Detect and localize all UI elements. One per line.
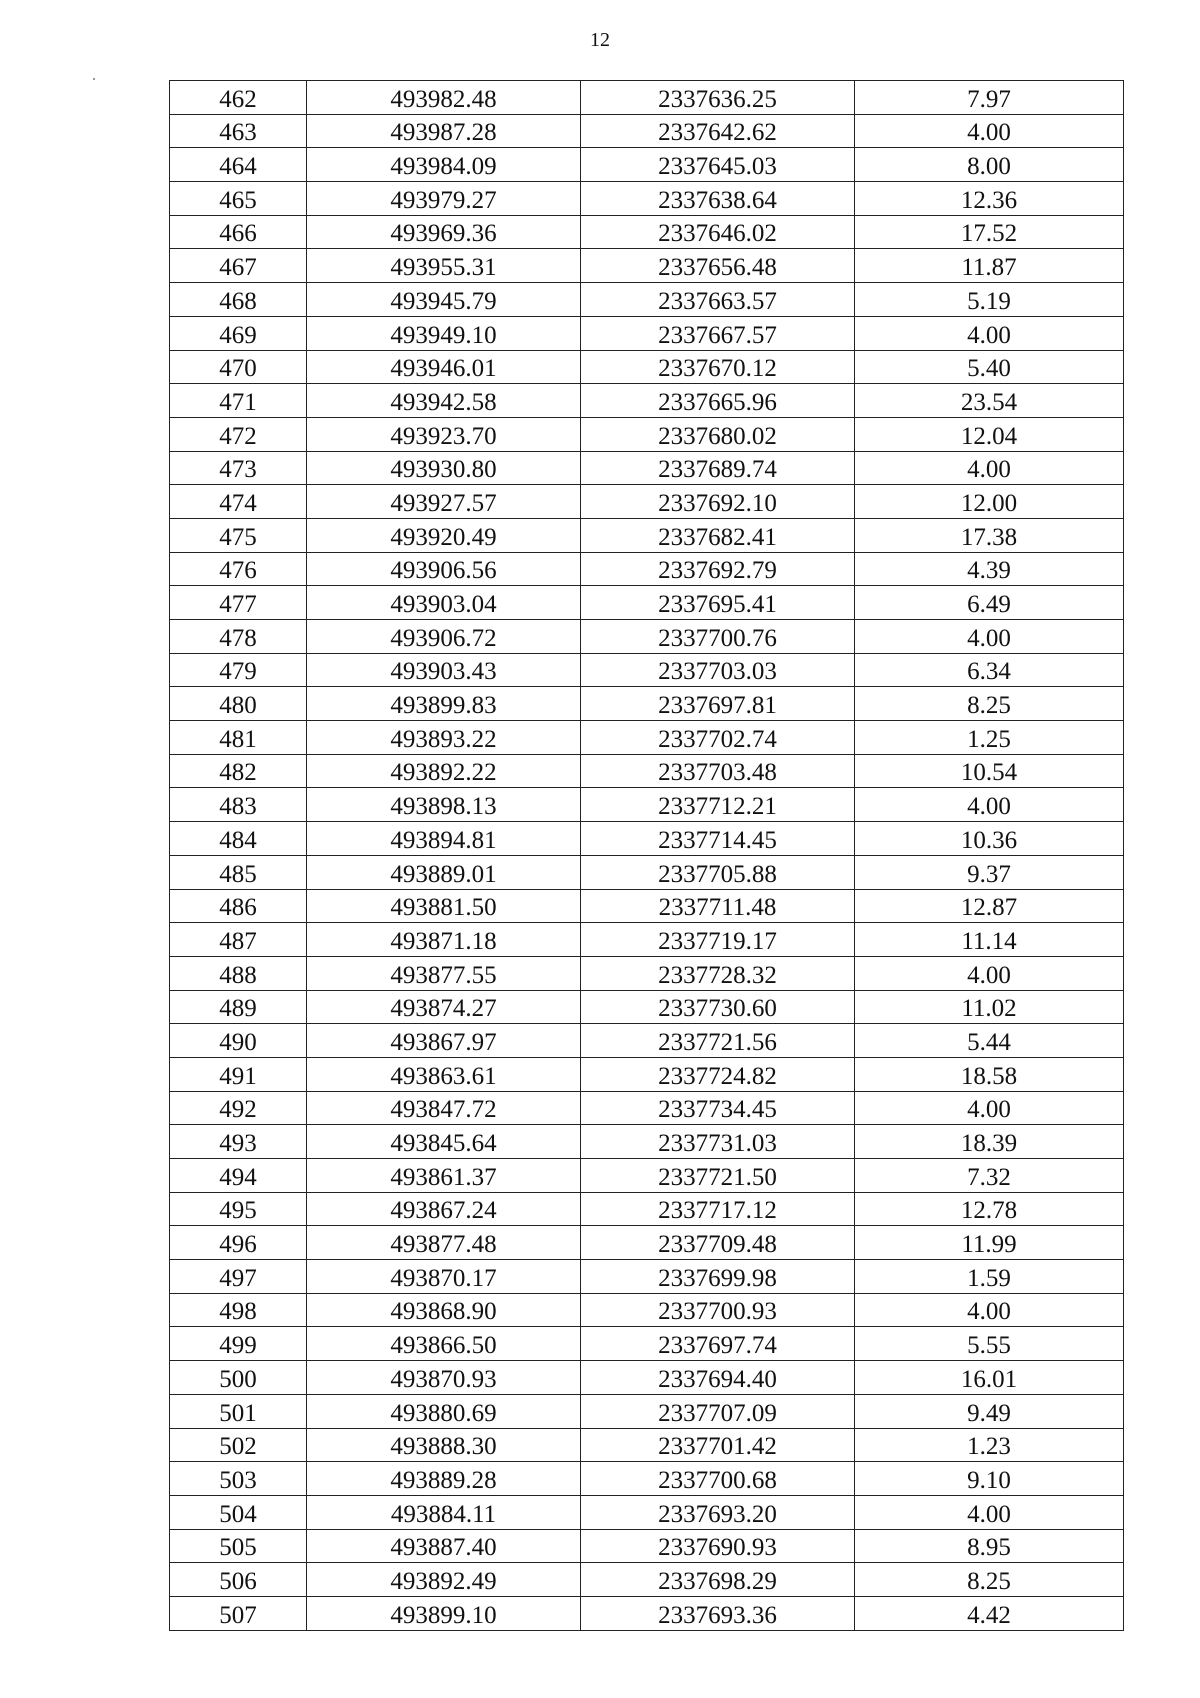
y-coordinate-cell: 2337689.74 bbox=[581, 451, 855, 485]
distance-cell: 4.00 bbox=[855, 114, 1124, 148]
coordinate-table bbox=[169, 80, 1124, 1631]
point-number-cell: 495 bbox=[170, 1192, 307, 1226]
table-row bbox=[170, 1428, 1124, 1462]
x-coordinate-cell: 493945.79 bbox=[307, 283, 581, 317]
x-coordinate-cell: 493877.55 bbox=[307, 956, 581, 990]
point-number-cell: 484 bbox=[170, 822, 307, 856]
distance-cell: 4.00 bbox=[855, 1293, 1124, 1327]
y-coordinate-cell: 2337670.12 bbox=[581, 350, 855, 384]
distance-cell: 8.95 bbox=[855, 1529, 1124, 1563]
y-coordinate-cell: 2337707.09 bbox=[581, 1394, 855, 1428]
table-row bbox=[170, 1361, 1124, 1395]
table-row bbox=[170, 1226, 1124, 1260]
distance-cell: 5.55 bbox=[855, 1327, 1124, 1361]
y-coordinate-cell: 2337656.48 bbox=[581, 249, 855, 283]
y-coordinate-cell: 2337712.21 bbox=[581, 788, 855, 822]
distance-cell: 12.78 bbox=[855, 1192, 1124, 1226]
table-row bbox=[170, 1596, 1124, 1630]
y-coordinate-cell: 2337667.57 bbox=[581, 316, 855, 350]
table-row bbox=[170, 1091, 1124, 1125]
point-number-cell: 493 bbox=[170, 1125, 307, 1159]
y-coordinate-cell: 2337699.98 bbox=[581, 1260, 855, 1294]
y-coordinate-cell: 2337693.36 bbox=[581, 1596, 855, 1630]
table-row bbox=[170, 754, 1124, 788]
point-number-cell: 465 bbox=[170, 182, 307, 216]
x-coordinate-cell: 493888.30 bbox=[307, 1428, 581, 1462]
point-number-cell: 500 bbox=[170, 1361, 307, 1395]
point-number-cell: 473 bbox=[170, 451, 307, 485]
point-number-cell: 469 bbox=[170, 316, 307, 350]
x-coordinate-cell: 493874.27 bbox=[307, 990, 581, 1024]
x-coordinate-cell: 493906.56 bbox=[307, 552, 581, 586]
y-coordinate-cell: 2337665.96 bbox=[581, 384, 855, 418]
table-row bbox=[170, 1057, 1124, 1091]
table-row bbox=[170, 316, 1124, 350]
distance-cell: 6.49 bbox=[855, 586, 1124, 620]
point-number-cell: 496 bbox=[170, 1226, 307, 1260]
point-number-cell: 499 bbox=[170, 1327, 307, 1361]
x-coordinate-cell: 493861.37 bbox=[307, 1159, 581, 1193]
x-coordinate-cell: 493866.50 bbox=[307, 1327, 581, 1361]
y-coordinate-cell: 2337721.56 bbox=[581, 1024, 855, 1058]
x-coordinate-cell: 493847.72 bbox=[307, 1091, 581, 1125]
table-row bbox=[170, 653, 1124, 687]
y-coordinate-cell: 2337721.50 bbox=[581, 1159, 855, 1193]
distance-cell: 4.00 bbox=[855, 956, 1124, 990]
table-row bbox=[170, 923, 1124, 957]
point-number-cell: 497 bbox=[170, 1260, 307, 1294]
distance-cell: 5.44 bbox=[855, 1024, 1124, 1058]
x-coordinate-cell: 493979.27 bbox=[307, 182, 581, 216]
distance-cell: 5.19 bbox=[855, 283, 1124, 317]
table-row bbox=[170, 721, 1124, 755]
table-row bbox=[170, 855, 1124, 889]
x-coordinate-cell: 493889.01 bbox=[307, 855, 581, 889]
y-coordinate-cell: 2337700.93 bbox=[581, 1293, 855, 1327]
table-row bbox=[170, 1394, 1124, 1428]
point-number-cell: 482 bbox=[170, 754, 307, 788]
point-number-cell: 503 bbox=[170, 1462, 307, 1496]
table-row bbox=[170, 822, 1124, 856]
y-coordinate-cell: 2337682.41 bbox=[581, 518, 855, 552]
x-coordinate-cell: 493927.57 bbox=[307, 485, 581, 519]
table-row bbox=[170, 485, 1124, 519]
distance-cell: 4.39 bbox=[855, 552, 1124, 586]
table-row bbox=[170, 1260, 1124, 1294]
point-number-cell: 476 bbox=[170, 552, 307, 586]
table-row bbox=[170, 788, 1124, 822]
y-coordinate-cell: 2337703.03 bbox=[581, 653, 855, 687]
point-number-cell: 488 bbox=[170, 956, 307, 990]
distance-cell: 1.25 bbox=[855, 721, 1124, 755]
table-row bbox=[170, 451, 1124, 485]
distance-cell: 12.36 bbox=[855, 182, 1124, 216]
y-coordinate-cell: 2337734.45 bbox=[581, 1091, 855, 1125]
point-number-cell: 506 bbox=[170, 1563, 307, 1597]
y-coordinate-cell: 2337698.29 bbox=[581, 1563, 855, 1597]
y-coordinate-cell: 2337645.03 bbox=[581, 148, 855, 182]
point-number-cell: 470 bbox=[170, 350, 307, 384]
table-row bbox=[170, 990, 1124, 1024]
distance-cell: 1.59 bbox=[855, 1260, 1124, 1294]
distance-cell: 18.39 bbox=[855, 1125, 1124, 1159]
distance-cell: 7.97 bbox=[855, 81, 1124, 115]
table-row bbox=[170, 81, 1124, 115]
x-coordinate-cell: 493920.49 bbox=[307, 518, 581, 552]
table-body bbox=[170, 81, 1124, 1631]
y-coordinate-cell: 2337646.02 bbox=[581, 215, 855, 249]
point-number-cell: 487 bbox=[170, 923, 307, 957]
point-number-cell: 498 bbox=[170, 1293, 307, 1327]
table-row bbox=[170, 1462, 1124, 1496]
x-coordinate-cell: 493845.64 bbox=[307, 1125, 581, 1159]
point-number-cell: 480 bbox=[170, 687, 307, 721]
x-coordinate-cell: 493930.80 bbox=[307, 451, 581, 485]
distance-cell: 16.01 bbox=[855, 1361, 1124, 1395]
point-number-cell: 485 bbox=[170, 855, 307, 889]
table-row bbox=[170, 620, 1124, 654]
table-row bbox=[170, 283, 1124, 317]
point-number-cell: 478 bbox=[170, 620, 307, 654]
y-coordinate-cell: 2337692.10 bbox=[581, 485, 855, 519]
x-coordinate-cell: 493871.18 bbox=[307, 923, 581, 957]
x-coordinate-cell: 493893.22 bbox=[307, 721, 581, 755]
distance-cell: 8.25 bbox=[855, 687, 1124, 721]
distance-cell: 10.36 bbox=[855, 822, 1124, 856]
point-number-cell: 504 bbox=[170, 1495, 307, 1529]
x-coordinate-cell: 493906.72 bbox=[307, 620, 581, 654]
point-number-cell: 479 bbox=[170, 653, 307, 687]
point-number-cell: 491 bbox=[170, 1057, 307, 1091]
table-row bbox=[170, 182, 1124, 216]
distance-cell: 10.54 bbox=[855, 754, 1124, 788]
y-coordinate-cell: 2337690.93 bbox=[581, 1529, 855, 1563]
y-coordinate-cell: 2337663.57 bbox=[581, 283, 855, 317]
x-coordinate-cell: 493894.81 bbox=[307, 822, 581, 856]
point-number-cell: 474 bbox=[170, 485, 307, 519]
table-row bbox=[170, 148, 1124, 182]
y-coordinate-cell: 2337705.88 bbox=[581, 855, 855, 889]
y-coordinate-cell: 2337701.42 bbox=[581, 1428, 855, 1462]
x-coordinate-cell: 493863.61 bbox=[307, 1057, 581, 1091]
y-coordinate-cell: 2337700.76 bbox=[581, 620, 855, 654]
y-coordinate-cell: 2337636.25 bbox=[581, 81, 855, 115]
y-coordinate-cell: 2337731.03 bbox=[581, 1125, 855, 1159]
y-coordinate-cell: 2337638.64 bbox=[581, 182, 855, 216]
table-row bbox=[170, 417, 1124, 451]
point-number-cell: 462 bbox=[170, 81, 307, 115]
table-row bbox=[170, 350, 1124, 384]
point-number-cell: 489 bbox=[170, 990, 307, 1024]
table-row bbox=[170, 1529, 1124, 1563]
point-number-cell: 501 bbox=[170, 1394, 307, 1428]
x-coordinate-cell: 493946.01 bbox=[307, 350, 581, 384]
table-row bbox=[170, 1125, 1124, 1159]
y-coordinate-cell: 2337717.12 bbox=[581, 1192, 855, 1226]
x-coordinate-cell: 493969.36 bbox=[307, 215, 581, 249]
x-coordinate-cell: 493949.10 bbox=[307, 316, 581, 350]
x-coordinate-cell: 493903.04 bbox=[307, 586, 581, 620]
distance-cell: 9.10 bbox=[855, 1462, 1124, 1496]
point-number-cell: 492 bbox=[170, 1091, 307, 1125]
table-row bbox=[170, 518, 1124, 552]
y-coordinate-cell: 2337697.74 bbox=[581, 1327, 855, 1361]
distance-cell: 4.00 bbox=[855, 620, 1124, 654]
x-coordinate-cell: 493898.13 bbox=[307, 788, 581, 822]
table-row bbox=[170, 1495, 1124, 1529]
x-coordinate-cell: 493892.49 bbox=[307, 1563, 581, 1597]
x-coordinate-cell: 493868.90 bbox=[307, 1293, 581, 1327]
table-row bbox=[170, 215, 1124, 249]
distance-cell: 18.58 bbox=[855, 1057, 1124, 1091]
distance-cell: 5.40 bbox=[855, 350, 1124, 384]
distance-cell: 4.00 bbox=[855, 788, 1124, 822]
x-coordinate-cell: 493870.93 bbox=[307, 1361, 581, 1395]
point-number-cell: 481 bbox=[170, 721, 307, 755]
distance-cell: 17.52 bbox=[855, 215, 1124, 249]
point-number-cell: 505 bbox=[170, 1529, 307, 1563]
x-coordinate-cell: 493942.58 bbox=[307, 384, 581, 418]
distance-cell: 11.87 bbox=[855, 249, 1124, 283]
point-number-cell: 494 bbox=[170, 1159, 307, 1193]
scan-mark bbox=[93, 78, 95, 80]
x-coordinate-cell: 493889.28 bbox=[307, 1462, 581, 1496]
y-coordinate-cell: 2337693.20 bbox=[581, 1495, 855, 1529]
point-number-cell: 486 bbox=[170, 889, 307, 923]
y-coordinate-cell: 2337697.81 bbox=[581, 687, 855, 721]
table-row bbox=[170, 384, 1124, 418]
distance-cell: 9.49 bbox=[855, 1394, 1124, 1428]
distance-cell: 11.14 bbox=[855, 923, 1124, 957]
x-coordinate-cell: 493923.70 bbox=[307, 417, 581, 451]
y-coordinate-cell: 2337702.74 bbox=[581, 721, 855, 755]
distance-cell: 11.02 bbox=[855, 990, 1124, 1024]
distance-cell: 12.04 bbox=[855, 417, 1124, 451]
distance-cell: 7.32 bbox=[855, 1159, 1124, 1193]
page-number: 12 bbox=[590, 29, 610, 51]
distance-cell: 4.00 bbox=[855, 316, 1124, 350]
x-coordinate-cell: 493987.28 bbox=[307, 114, 581, 148]
x-coordinate-cell: 493899.83 bbox=[307, 687, 581, 721]
x-coordinate-cell: 493982.48 bbox=[307, 81, 581, 115]
distance-cell: 11.99 bbox=[855, 1226, 1124, 1260]
table-row bbox=[170, 1563, 1124, 1597]
distance-cell: 17.38 bbox=[855, 518, 1124, 552]
x-coordinate-cell: 493903.43 bbox=[307, 653, 581, 687]
y-coordinate-cell: 2337695.41 bbox=[581, 586, 855, 620]
point-number-cell: 490 bbox=[170, 1024, 307, 1058]
point-number-cell: 507 bbox=[170, 1596, 307, 1630]
distance-cell: 12.00 bbox=[855, 485, 1124, 519]
distance-cell: 9.37 bbox=[855, 855, 1124, 889]
x-coordinate-cell: 493887.40 bbox=[307, 1529, 581, 1563]
point-number-cell: 483 bbox=[170, 788, 307, 822]
point-number-cell: 477 bbox=[170, 586, 307, 620]
table-row bbox=[170, 249, 1124, 283]
distance-cell: 4.00 bbox=[855, 451, 1124, 485]
x-coordinate-cell: 493881.50 bbox=[307, 889, 581, 923]
y-coordinate-cell: 2337694.40 bbox=[581, 1361, 855, 1395]
point-number-cell: 472 bbox=[170, 417, 307, 451]
distance-cell: 6.34 bbox=[855, 653, 1124, 687]
distance-cell: 8.25 bbox=[855, 1563, 1124, 1597]
distance-cell: 23.54 bbox=[855, 384, 1124, 418]
x-coordinate-cell: 493892.22 bbox=[307, 754, 581, 788]
table-row bbox=[170, 1293, 1124, 1327]
point-number-cell: 466 bbox=[170, 215, 307, 249]
distance-cell: 1.23 bbox=[855, 1428, 1124, 1462]
y-coordinate-cell: 2337730.60 bbox=[581, 990, 855, 1024]
y-coordinate-cell: 2337711.48 bbox=[581, 889, 855, 923]
point-number-cell: 475 bbox=[170, 518, 307, 552]
x-coordinate-cell: 493880.69 bbox=[307, 1394, 581, 1428]
y-coordinate-cell: 2337703.48 bbox=[581, 754, 855, 788]
y-coordinate-cell: 2337642.62 bbox=[581, 114, 855, 148]
table-row bbox=[170, 552, 1124, 586]
y-coordinate-cell: 2337692.79 bbox=[581, 552, 855, 586]
table-row bbox=[170, 1327, 1124, 1361]
distance-cell: 12.87 bbox=[855, 889, 1124, 923]
y-coordinate-cell: 2337709.48 bbox=[581, 1226, 855, 1260]
x-coordinate-cell: 493867.24 bbox=[307, 1192, 581, 1226]
distance-cell: 8.00 bbox=[855, 148, 1124, 182]
x-coordinate-cell: 493870.17 bbox=[307, 1260, 581, 1294]
point-number-cell: 463 bbox=[170, 114, 307, 148]
table-row bbox=[170, 114, 1124, 148]
y-coordinate-cell: 2337680.02 bbox=[581, 417, 855, 451]
distance-cell: 4.42 bbox=[855, 1596, 1124, 1630]
y-coordinate-cell: 2337728.32 bbox=[581, 956, 855, 990]
point-number-cell: 502 bbox=[170, 1428, 307, 1462]
y-coordinate-cell: 2337714.45 bbox=[581, 822, 855, 856]
distance-cell: 4.00 bbox=[855, 1495, 1124, 1529]
x-coordinate-cell: 493867.97 bbox=[307, 1024, 581, 1058]
point-number-cell: 464 bbox=[170, 148, 307, 182]
point-number-cell: 471 bbox=[170, 384, 307, 418]
y-coordinate-cell: 2337719.17 bbox=[581, 923, 855, 957]
table-row bbox=[170, 687, 1124, 721]
x-coordinate-cell: 493899.10 bbox=[307, 1596, 581, 1630]
distance-cell: 4.00 bbox=[855, 1091, 1124, 1125]
table-row bbox=[170, 586, 1124, 620]
point-number-cell: 468 bbox=[170, 283, 307, 317]
table-row bbox=[170, 889, 1124, 923]
x-coordinate-cell: 493984.09 bbox=[307, 148, 581, 182]
table-row bbox=[170, 1192, 1124, 1226]
x-coordinate-cell: 493877.48 bbox=[307, 1226, 581, 1260]
y-coordinate-cell: 2337700.68 bbox=[581, 1462, 855, 1496]
x-coordinate-cell: 493955.31 bbox=[307, 249, 581, 283]
table-row bbox=[170, 1024, 1124, 1058]
point-number-cell: 467 bbox=[170, 249, 307, 283]
x-coordinate-cell: 493884.11 bbox=[307, 1495, 581, 1529]
y-coordinate-cell: 2337724.82 bbox=[581, 1057, 855, 1091]
table-row bbox=[170, 1159, 1124, 1193]
table-row bbox=[170, 956, 1124, 990]
